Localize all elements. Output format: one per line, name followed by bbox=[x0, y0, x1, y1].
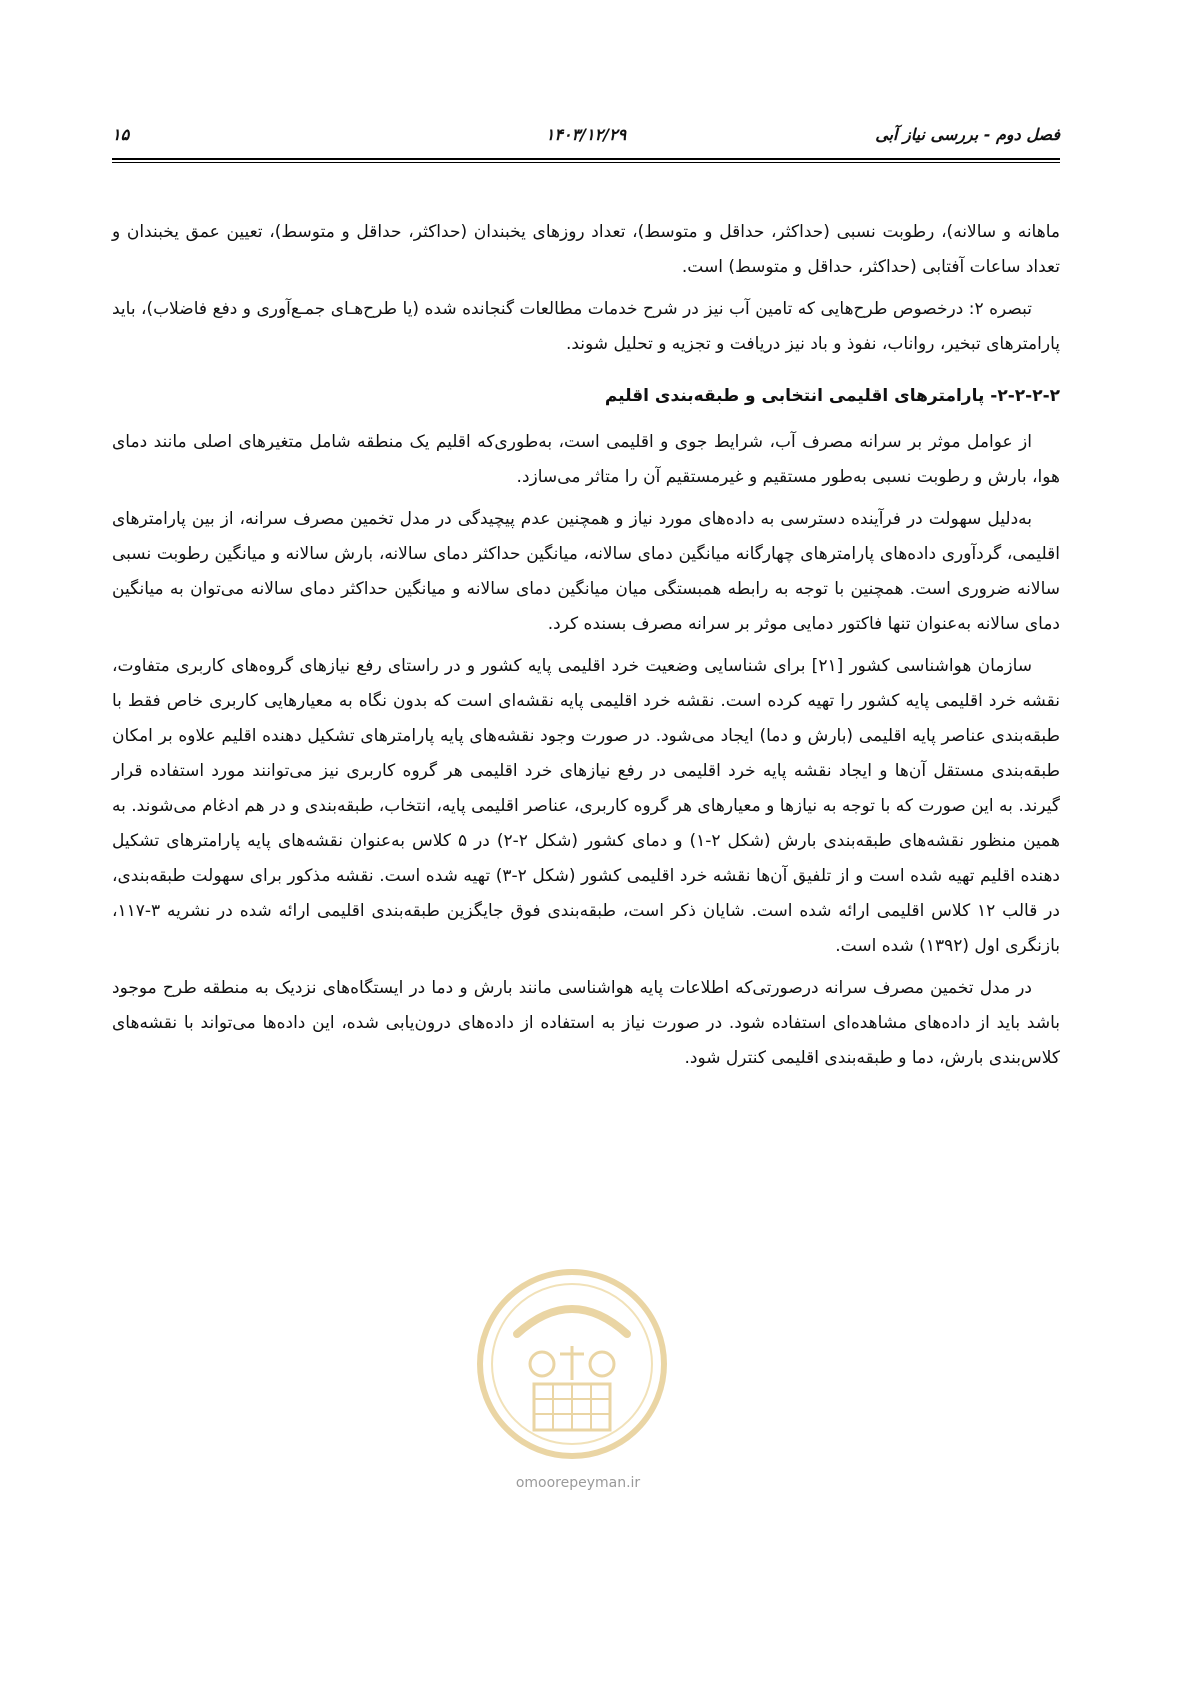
page-number: ۱۵ bbox=[112, 125, 130, 144]
paragraph-meteorological-org: سازمان هواشناسی کشور [۲۱] برای شناسایی وضعیت خرد اقلیمی پایه کشور و در راستای رفع نیازهای گروه‌های کاربری متفاوت، نقشه خرد اقلیمی پایه کشور را تهیه کرده است. نقشه خرد اقلیمی پایه نقشه‌ای است که بدون نگاه به معیارهایی کاربری خاص فقط با طبقه‌بندی عناصر پایه اقلیمی (بارش و دما) ایجاد می‌شود. در صورت وجود نقشه‌های پایه پارامترهای تشکیل دهنده اقلیم علاوه بر امکان طبقه‌بندی مستقل آن‌ها و ایجاد نقشه پایه خرد اقلیمی در رفع نیازهای خرد اقلیمی هر گروه کاربری نیز می‌توانند مورد استفاده قرار گیرند. به این صورت که با توجه به نیازها و معیارهای هر گروه کاربری، عناصر اقلیمی پایه، انتخاب، طبقه‌بندی و در هم ادغام می‌شوند. به همین منظور نقشه‌های طبقه‌بندی بارش (شکل ۲-۱) و دمای کشور (شکل ۲-۲) در ۵ کلاس به‌عنوان نقشه‌های پایه پارامترهای تشکیل دهنده اقلیم تهیه شده است و از تلفیق آن‌ها نقشه خرد اقلیمی کشور (شکل ۲-۳) تهیه شده است. نقشه مذکور برای سهولت طبقه‌بندی، در قالب ۱۲ کلاس اقلیمی ارائه شده است. شایان ذکر است، طبقه‌بندی فوق جایگزین طبقه‌بندی اقلیمی ارائه شده در نشریه ۳-۱۱۷، بازنگری اول (۱۳۹۲) شده است. bbox=[112, 656, 1060, 956]
seal-icon bbox=[472, 1264, 672, 1464]
page-header bbox=[112, 124, 1060, 154]
header-divider bbox=[112, 158, 1060, 163]
paragraph-continued: ماهانه و سالانه)، رطوبت نسبی (حداکثر، حداقل و متوسط)، تعداد روزهای یخبندان (حداکثر، حداقل و متوسط)، تعیین عمق یخبندان و تعداد ساعات آفتابی (حداکثر، حداقل و متوسط) است. bbox=[112, 222, 1060, 277]
watermark-url: omoorepeyman.ir bbox=[515, 1475, 641, 1491]
document-body bbox=[112, 215, 1060, 1083]
paragraph-note-2: تبصره ۲: درخصوص طرح‌هایی که تامین آب نیز در شرح خدمات مطالعات گنجانده شده (یا طرح‌هـای جمـع‌آوری و دفع فاضلاب)، باید پارامترهای تبخیر، رواناب، نفوذ و باد نیز دریافت و تجزیه و تحلیل شوند. bbox=[112, 299, 1060, 354]
paragraph-data-collection: به‌دلیل سهولت در فرآینده دسترسی به داده‌های مورد نیاز و همچنین عدم پیچیدگی در مدل تخمین مصرف سرانه، از بین پارامترهای اقلیمی، گردآوری داده‌های پارامترهای چهارگانه میانگین دمای سالانه، میانگین حداکثر دمای سالانه، بارش سالانه و میانگین رطوبت نسبی سالانه ضروری است. همچنین با توجه به رابطه همبستگی میان میانگین دمای سالانه و میانگین حداکثر دمای سالانه می‌توان به میانگین دمای سالانه به‌عنوان تنها فاکتور دمایی موثر بر سرانه مصرف بسنده کرد. bbox=[112, 509, 1060, 634]
chapter-title: فصل دوم - بررسی نیاز آبی bbox=[875, 125, 1060, 144]
watermark-logo bbox=[472, 1264, 672, 1464]
header-date: ۱۴۰۳/۱۲/۲۹ bbox=[545, 125, 627, 144]
section-heading: ۲-۲-۲-۲- پارامترهای اقلیمی انتخابی و طبقه‌بندی اقلیم bbox=[604, 386, 1060, 406]
paragraph-estimation-model: در مدل تخمین مصرف سرانه درصورتی‌که اطلاعات پایه هواشناسی مانند بارش و دما در ایستگاه‌های نزدیک به منطقه طرح موجود باشد باید از داده‌های مشاهده‌ای استفاده شود. در صورت نیاز به استفاده از داده‌های درون‌یابی شده، این داده‌ها می‌تواند با نقشه‌های کلاس‌بندی بارش، دما و طبقه‌بندی اقلیمی کنترل شود. bbox=[112, 978, 1060, 1068]
paragraph-climate-factors: از عوامل موثر بر سرانه مصرف آب، شرایط جوی و اقلیمی است، به‌طوری‌که اقلیم یک منطقه شامل متغیرهای اصلی مانند دمای هوا، بارش و رطوبت نسبی به‌طور مستقیم و غیرمستقیم آن را متاثر می‌سازد. bbox=[112, 432, 1060, 487]
